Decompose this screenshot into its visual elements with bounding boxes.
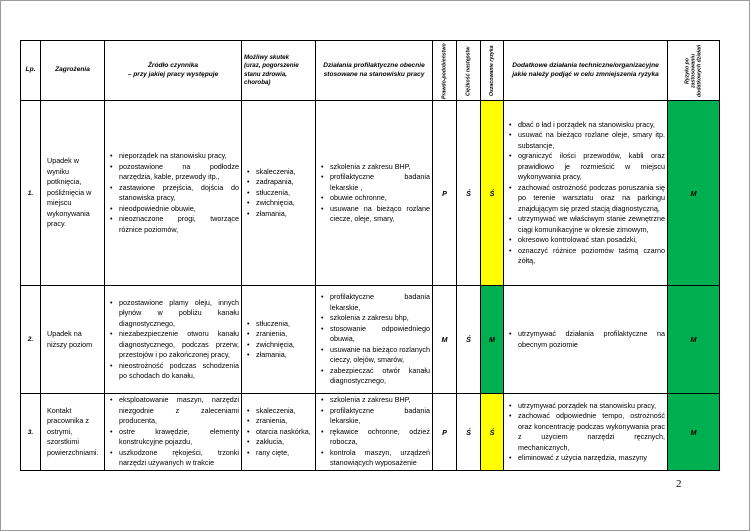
list-item: • rany cięte, bbox=[256, 448, 313, 459]
list-item: • szkolenia z zakresu BHP, bbox=[330, 395, 430, 406]
list-item: • usuwać na bieżąco rozlane oleje, smary itp. substancje, bbox=[518, 130, 665, 151]
list-item: • złamania, bbox=[256, 209, 313, 220]
list-item: • eliminować z użycia narzędzia, maszyny bbox=[518, 453, 665, 464]
list-item: • stosowanie odpowiedniego obuwia, bbox=[330, 324, 430, 345]
row-additional bbox=[504, 101, 668, 286]
list-item: • nieodpowiednie obuwie, bbox=[119, 204, 239, 215]
row-severity: Ś bbox=[457, 101, 481, 286]
list-item: • nieostrożność podczas schodzenia po schodach do kanału, bbox=[119, 361, 239, 382]
list-item: • utrzymywać we właściwym stanie zewnętrzne ciągi komunikacyjne w okresie zimowym, bbox=[518, 214, 665, 235]
list-item: • zranienia, bbox=[256, 329, 313, 340]
row-severity: Ś bbox=[457, 286, 481, 394]
list-item: • zastawione przejścia, dojścia do stanowiska pracy, bbox=[119, 183, 239, 204]
row-risk: Ś bbox=[481, 101, 504, 286]
list-item: • utrzymywać porządek na stanowisku pracy, bbox=[518, 401, 665, 412]
list-item: • profilaktyczne badania lekarskie, bbox=[330, 292, 430, 313]
header-probability: Prawdo-podobieństwo bbox=[433, 41, 457, 101]
list-item: • usuwanie na bieżąco rozlanych cieczy, olejów, smarów, bbox=[330, 345, 430, 366]
list-item: • zachować odpowiednie tempo, ostrożność oraz koncentrację podczas wykonywania prac z użyciem narzędzi ręcznych, mechanicznych, bbox=[518, 411, 665, 453]
list-item: • zabezpieczać otwór kanału diagnostycznego, bbox=[330, 366, 430, 387]
list-item: • skaleczenia, bbox=[256, 406, 313, 417]
list-item: • obuwie ochronne, bbox=[330, 193, 430, 204]
list-item: • zadrapania, bbox=[256, 177, 313, 188]
row-hazard: Upadek w wyniku potknięcia, pośliźnięcia w miejscu wykonywania pracy. bbox=[41, 101, 105, 286]
list-item: • zachować ostrożność podczas poruszania się po terenie warsztatu oraz na parkingu znajdującym się przed stacją diagnostyczną, bbox=[518, 183, 665, 215]
page-number: 2 bbox=[676, 478, 682, 490]
row-sources bbox=[105, 286, 242, 394]
list-item: • okresowo kontrolować stan posadzki, bbox=[518, 235, 665, 246]
list-item: • skaleczenia, bbox=[256, 167, 313, 178]
header-additional: Dodatkowe działania techniczne/organizacyjne jakie należy podjąć w celu zmniejszenia ryzyka bbox=[504, 41, 668, 101]
list-item: • zwichnięcia, bbox=[256, 340, 313, 351]
list-item: • szkolenia z zakresu BHP, bbox=[330, 162, 430, 173]
header-preventive: Działania profilaktyczne obecnie stosowane na stanowisku pracy bbox=[316, 41, 433, 101]
row-sources bbox=[105, 394, 242, 471]
header-source: Źródło czynnika – przy jakiej pracy występuje bbox=[105, 41, 242, 101]
list-item: • profilaktyczne badania lekarskie, bbox=[330, 406, 430, 427]
list-item: • szkolenia z zakresu bhp, bbox=[330, 313, 430, 324]
list-item: • nieoznaczone progi, tworzące różnice poziomów, bbox=[119, 214, 239, 235]
list-item: • otarcia naskórka, bbox=[256, 427, 313, 438]
list-item: • pozostawione plamy oleju, innych płynów w pobliżu kanału diagnostycznego, bbox=[119, 298, 239, 330]
row-risk: Ś bbox=[481, 394, 504, 471]
row-lp: 3. bbox=[21, 394, 41, 471]
header-effect: Możliwy skutek (uraz, pogorszenie stanu zdrowia, choroba) bbox=[242, 41, 316, 101]
row-lp: 1. bbox=[21, 101, 41, 286]
row-risk: M bbox=[481, 286, 504, 394]
list-item: • eksploatowanie maszyn, narzędzi niezgodnie z zaleceniami producenta, bbox=[119, 395, 239, 427]
row-residual-risk: M bbox=[668, 394, 720, 471]
list-item: • stłuczenia, bbox=[256, 188, 313, 199]
row-preventive bbox=[316, 286, 433, 394]
row-probability: M bbox=[433, 286, 457, 394]
row-preventive bbox=[316, 101, 433, 286]
list-item: • zranienia, bbox=[256, 416, 313, 427]
list-item: • dbać o ład i porządek na stanowisku pracy, bbox=[518, 120, 665, 131]
list-item: • utrzymywać działania profilaktyczne na obecnym poziomie bbox=[518, 329, 665, 350]
list-item: • profilaktyczne badania lekarskie , bbox=[330, 172, 430, 193]
row-probability: P bbox=[433, 101, 457, 286]
header-lp: Lp. bbox=[21, 41, 41, 101]
header-severity: Ciężkość następstw bbox=[457, 41, 481, 101]
row-probability: P bbox=[433, 394, 457, 471]
list-item: • uszkodzone rękojeści, trzonki narzędzi używanych w trakcie bbox=[119, 448, 239, 469]
header-hazard: Zagrożenia bbox=[41, 41, 105, 101]
row-residual-risk: M bbox=[668, 286, 720, 394]
list-item: • oznaczyć różnice poziomów taśmą czarno żółtą, bbox=[518, 246, 665, 267]
list-item: • zwichnięcia, bbox=[256, 198, 313, 209]
list-item: • nieporządek na stanowisku pracy, bbox=[119, 151, 239, 162]
row-effects bbox=[242, 101, 316, 286]
row-lp: 2. bbox=[21, 286, 41, 394]
row-hazard: Kontakt pracownika z ostrymi, szorstkimi powierzchniami. bbox=[41, 394, 105, 471]
row-residual-risk: M bbox=[668, 101, 720, 286]
list-item: • ostre krawędzie, elementy konstrukcyjne pojazdu, bbox=[119, 427, 239, 448]
row-effects bbox=[242, 394, 316, 471]
row-hazard: Upadek na niższy poziom bbox=[41, 286, 105, 394]
header-residual-risk: Ryzyko po zastosowaniu dodatkowych działań bbox=[668, 41, 720, 101]
list-item: • złamania, bbox=[256, 350, 313, 361]
list-item: • stłuczenia, bbox=[256, 319, 313, 330]
table-row bbox=[21, 101, 720, 286]
table-row bbox=[21, 286, 720, 394]
list-item: • zakłucia, bbox=[256, 437, 313, 448]
table-row bbox=[21, 394, 720, 471]
row-preventive bbox=[316, 394, 433, 471]
risk-assessment-table bbox=[20, 40, 720, 471]
list-item: • ograniczyć ilości przewodów, kabli oraz prawidłowo je rozmieścić w miejscu wykonywania pracy, bbox=[518, 151, 665, 183]
row-severity: Ś bbox=[457, 394, 481, 471]
list-item: • kontrola maszyn, urządzeń stanowiących wyposażenie bbox=[330, 448, 430, 469]
header-row bbox=[21, 41, 720, 101]
list-item: • rękawice ochronne, odzież robocza, bbox=[330, 427, 430, 448]
row-additional bbox=[504, 286, 668, 394]
header-risk: Oszacowanie ryzyka bbox=[481, 41, 504, 101]
list-item: • pozostawione na podłodze narzędzia, kable, przewody itp., bbox=[119, 162, 239, 183]
list-item: • usuwane na bieżąco rozlane ciecze, oleje, smary, bbox=[330, 204, 430, 225]
row-sources bbox=[105, 101, 242, 286]
list-item: • niezabezpieczenie otworu kanału diagnostycznego, podczas przerw, przestojów i po zakończonej pracy, bbox=[119, 329, 239, 361]
row-additional bbox=[504, 394, 668, 471]
row-effects bbox=[242, 286, 316, 394]
